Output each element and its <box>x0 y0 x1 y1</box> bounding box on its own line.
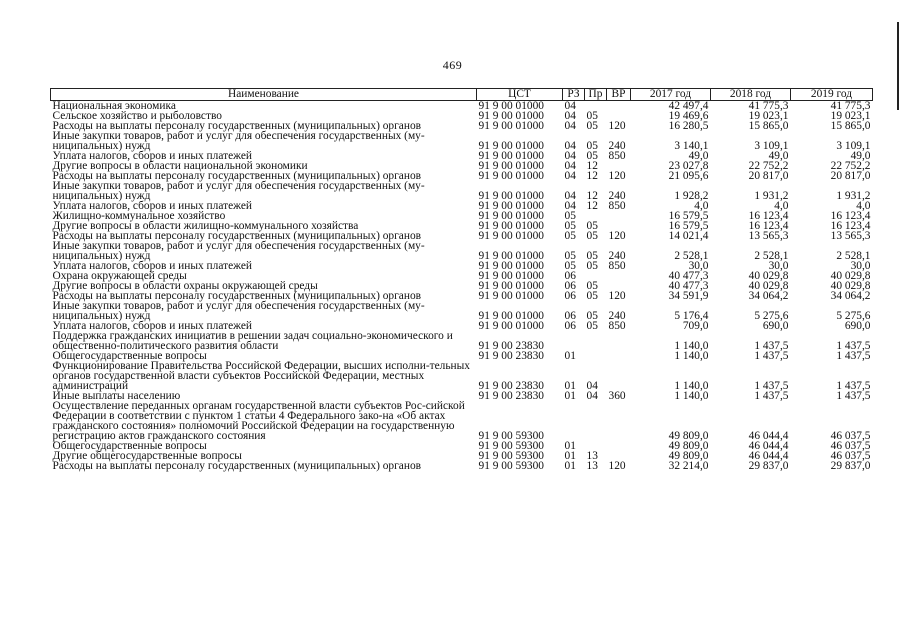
cell-name: Осуществление переданных органам государственной власти субъектов Рос-сийской Федерации в соответствии с пунктом 1 статьи 4 Федерального зако-на «Об актах гражданского состояния» полномочий Российской Федерации на государственную регистрацию актов гражданского состояния <box>52 400 465 442</box>
cell-cst: 91 9 00 01000 <box>478 260 544 272</box>
cell-2018: 40 029,8 <box>748 270 789 282</box>
cell-2018: 4,0 <box>774 200 789 212</box>
cell-pr: 05 <box>586 310 598 322</box>
cell-2019: 4,0 <box>856 200 871 212</box>
cell-pr: 13 <box>586 450 598 462</box>
cell-rz: 05 <box>564 250 576 262</box>
cell-pr: 05 <box>586 280 598 292</box>
cell-rz: 04 <box>564 100 576 112</box>
cell-2018: 40 029,8 <box>748 280 789 292</box>
cell-vr: 240 <box>608 250 626 262</box>
cell-name: Расходы на выплаты персоналу государственных (муниципальных) органов <box>52 460 422 472</box>
cell-rz: 04 <box>564 150 576 162</box>
cell-2018: 46 044,4 <box>748 440 789 452</box>
cell-cst: 91 9 00 01000 <box>478 120 544 132</box>
header-2017: 2017 год <box>631 89 711 101</box>
cell-cst: 91 9 00 01000 <box>478 160 544 172</box>
cell-pr: 05 <box>586 140 598 152</box>
cell-2018: 5 275,6 <box>754 310 789 322</box>
cell-name: Иные закупки товаров, работ и услуг для обеспечения государственных (му-ниципальных) нужд <box>52 180 425 202</box>
cell-vr <box>607 351 631 361</box>
cell-2017: 42 497,4 <box>668 100 709 112</box>
cell-rz: 06 <box>564 310 576 322</box>
cell-cst: 91 9 00 23830 <box>478 340 544 352</box>
cell-name: Поддержка гражданских инициатив в решении задач социально-экономического и общественно-политического развития области <box>52 330 453 352</box>
cell-vr: 120 <box>608 170 626 182</box>
cell-cst: 91 9 00 01000 <box>478 270 544 282</box>
cell-2017: 23 027,8 <box>668 160 709 172</box>
cell-name: Общегосударственные вопросы <box>52 440 207 452</box>
table-row <box>51 131 873 151</box>
table-row <box>51 461 873 471</box>
page-edge-mark <box>897 22 899 110</box>
cell-vr: 850 <box>608 260 626 272</box>
table-row <box>51 301 873 321</box>
cell-name: Расходы на выплаты персоналу государственных (муниципальных) органов <box>52 290 422 302</box>
cell-rz <box>563 401 585 441</box>
cell-cst: 91 9 00 01000 <box>478 190 544 202</box>
cell-vr <box>607 401 631 441</box>
header-2019: 2019 год <box>791 89 873 101</box>
cell-pr: 12 <box>586 170 598 182</box>
cell-2018: 16 123,4 <box>748 210 789 222</box>
cell-2018: 29 837,0 <box>748 460 789 472</box>
cell-vr: 120 <box>608 230 626 242</box>
cell-pr: 12 <box>586 200 598 212</box>
cell-2018: 16 123,4 <box>748 220 789 232</box>
cell-name: Иные закупки товаров, работ и услуг для обеспечения государственных (му-ниципальных) нужд <box>52 130 425 152</box>
cell-vr: 240 <box>608 190 626 202</box>
cell-cst: 91 9 00 01000 <box>478 310 544 322</box>
cell-2019: 15 865,0 <box>830 120 871 132</box>
cell-2017: 1 140,0 <box>674 380 709 392</box>
cell-pr: 05 <box>586 320 598 332</box>
cell-vr <box>607 361 631 391</box>
cell-2017: 4,0 <box>694 200 709 212</box>
cell-2019: 1 931,2 <box>836 190 871 202</box>
cell-2018: 46 044,4 <box>748 450 789 462</box>
cell-vr <box>607 271 631 281</box>
cell-name: Уплата налогов, сборов и иных платежей <box>52 200 252 212</box>
cell-2019: 40 029,8 <box>830 280 871 292</box>
header-rz: РЗ <box>563 89 585 101</box>
cell-2019: 46 037,5 <box>830 430 871 442</box>
cell-rz: 06 <box>564 280 576 292</box>
cell-2017: 49 809,0 <box>668 450 709 462</box>
header-cst: ЦСТ <box>477 89 563 101</box>
cell-2017: 16 579,5 <box>668 210 709 222</box>
cell-pr: 05 <box>586 110 598 122</box>
cell-rz: 05 <box>564 230 576 242</box>
header-vr: ВР <box>607 89 631 101</box>
cell-2017: 21 095,6 <box>668 170 709 182</box>
cell-2019: 19 023,1 <box>830 110 871 122</box>
cell-cst: 91 9 00 01000 <box>478 200 544 212</box>
cell-cst: 91 9 00 01000 <box>478 290 544 302</box>
cell-cst: 91 9 00 23830 <box>478 390 544 402</box>
cell-2017: 32 214,0 <box>668 460 709 472</box>
table-row <box>51 241 873 261</box>
cell-2017: 14 021,4 <box>668 230 709 242</box>
cell-2017: 5 176,4 <box>674 310 709 322</box>
cell-name: Сельское хозяйство и рыболовство <box>52 110 222 122</box>
cell-name: Расходы на выплаты персоналу государственных (муниципальных) органов <box>52 120 422 132</box>
cell-2019: 1 437,5 <box>836 340 871 352</box>
cell-pr: 05 <box>586 150 598 162</box>
cell-cst: 91 9 00 59300 <box>478 430 544 442</box>
cell-2017: 49,0 <box>688 150 709 162</box>
cell-2018: 1 437,5 <box>754 340 789 352</box>
cell-name: Национальная экономика <box>52 100 176 112</box>
cell-rz: 01 <box>564 380 576 392</box>
cell-2019: 46 037,5 <box>830 450 871 462</box>
cell-cst: 91 9 00 23830 <box>478 380 544 392</box>
cell-2018: 1 437,5 <box>754 350 789 362</box>
cell-cst: 91 9 00 01000 <box>478 110 544 122</box>
cell-name: Другие вопросы в области охраны окружающей среды <box>52 280 318 292</box>
cell-2017: 34 591,9 <box>668 290 709 302</box>
cell-2018: 19 023,1 <box>748 110 789 122</box>
cell-2017: 3 140,1 <box>674 140 709 152</box>
cell-name: Иные закупки товаров, работ и услуг для обеспечения государственных (му-ниципальных) нужд <box>52 300 425 322</box>
cell-2019: 49,0 <box>850 150 871 162</box>
cell-pr: 04 <box>586 380 598 392</box>
page-number: 469 <box>442 58 463 72</box>
cell-2017: 1 140,0 <box>674 350 709 362</box>
cell-name: Расходы на выплаты персоналу государственных (муниципальных) органов <box>52 230 422 242</box>
cell-2017: 1 140,0 <box>674 340 709 352</box>
table-header <box>51 89 873 101</box>
cell-2017: 40 477,3 <box>668 270 709 282</box>
cell-rz: 01 <box>564 440 576 452</box>
cell-2018: 1 437,5 <box>754 390 789 402</box>
cell-pr <box>585 331 607 351</box>
cell-pr <box>585 401 607 441</box>
cell-pr <box>585 351 607 361</box>
cell-2018: 49,0 <box>768 150 789 162</box>
cell-vr: 240 <box>608 310 626 322</box>
table-body <box>51 101 873 472</box>
cell-rz: 04 <box>564 160 576 172</box>
cell-vr: 850 <box>608 150 626 162</box>
cell-pr: 12 <box>586 160 598 172</box>
cell-name: Иные выплаты населению <box>52 390 181 402</box>
cell-2017: 19 469,6 <box>668 110 709 122</box>
cell-2018: 1 437,5 <box>754 380 789 392</box>
cell-vr: 240 <box>608 140 626 152</box>
cell-cst: 91 9 00 01000 <box>478 280 544 292</box>
cell-cst: 91 9 00 59300 <box>478 440 544 452</box>
cell-pr: 04 <box>586 390 598 402</box>
cell-2018: 22 752,2 <box>748 160 789 172</box>
cell-cst: 91 9 00 01000 <box>478 250 544 262</box>
cell-2019: 16 123,4 <box>830 220 871 232</box>
cell-rz: 04 <box>564 120 576 132</box>
cell-name: Жилищно-коммунальное хозяйство <box>52 210 226 222</box>
cell-name: Другие общегосударственные вопросы <box>52 450 242 462</box>
cell-pr: 05 <box>586 220 598 232</box>
cell-cst: 91 9 00 01000 <box>478 150 544 162</box>
header-name: Наименование <box>51 89 477 101</box>
cell-2017: 49 809,0 <box>668 430 709 442</box>
cell-2018: 2 528,1 <box>754 250 789 262</box>
cell-pr: 05 <box>586 290 598 302</box>
cell-name: Общегосударственные вопросы <box>52 350 207 362</box>
cell-2017: 30,0 <box>688 260 709 272</box>
cell-name: Другие вопросы в области национальной экономики <box>52 160 308 172</box>
cell-rz: 04 <box>564 110 576 122</box>
cell-pr: 13 <box>586 460 598 472</box>
cell-cst: 91 9 00 01000 <box>478 210 544 222</box>
cell-pr: 05 <box>586 260 598 272</box>
cell-name: Уплата налогов, сборов и иных платежей <box>52 150 252 162</box>
cell-2017: 40 477,3 <box>668 280 709 292</box>
cell-rz: 04 <box>564 170 576 182</box>
cell-2019: 690,0 <box>844 320 871 332</box>
header-pr: Пр <box>585 89 607 101</box>
cell-2019: 34 064,2 <box>830 290 871 302</box>
cell-2017: 16 280,5 <box>668 120 709 132</box>
cell-2019: 13 565,3 <box>830 230 871 242</box>
cell-cst: 91 9 00 59300 <box>478 450 544 462</box>
cell-cst: 91 9 00 01000 <box>478 230 544 242</box>
cell-vr <box>607 441 631 451</box>
cell-rz: 04 <box>564 190 576 202</box>
cell-cst: 91 9 00 23830 <box>478 350 544 362</box>
cell-2018: 15 865,0 <box>748 120 789 132</box>
cell-cst: 91 9 00 01000 <box>478 170 544 182</box>
cell-2019: 46 037,5 <box>830 440 871 452</box>
cell-cst: 91 9 00 01000 <box>478 220 544 232</box>
cell-vr <box>607 211 631 221</box>
cell-2019: 20 817,0 <box>830 170 871 182</box>
cell-pr: 05 <box>586 120 598 132</box>
cell-name: Охрана окружающей среды <box>52 270 187 282</box>
cell-cst: 91 9 00 01000 <box>478 100 544 112</box>
cell-pr: 12 <box>586 190 598 202</box>
cell-cst: 91 9 00 59300 <box>478 460 544 472</box>
cell-2018: 34 064,2 <box>748 290 789 302</box>
cell-2019: 3 109,1 <box>836 140 871 152</box>
cell-rz: 06 <box>564 320 576 332</box>
cell-2019: 2 528,1 <box>836 250 871 262</box>
cell-2019: 40 029,8 <box>830 270 871 282</box>
cell-2019: 16 123,4 <box>830 210 871 222</box>
cell-rz: 01 <box>564 350 576 362</box>
cell-2019: 30,0 <box>850 260 871 272</box>
cell-2019: 5 275,6 <box>836 310 871 322</box>
header-2018: 2018 год <box>711 89 791 101</box>
cell-rz: 04 <box>564 200 576 212</box>
cell-2018: 30,0 <box>768 260 789 272</box>
table-row <box>51 401 873 441</box>
cell-2018: 20 817,0 <box>748 170 789 182</box>
cell-rz <box>563 331 585 351</box>
cell-2019: 1 437,5 <box>836 350 871 362</box>
cell-vr: 120 <box>608 460 626 472</box>
cell-rz: 06 <box>564 290 576 302</box>
cell-2019: 1 437,5 <box>836 380 871 392</box>
cell-2017: 49 809,0 <box>668 440 709 452</box>
cell-vr: 120 <box>608 290 626 302</box>
cell-name: Расходы на выплаты персоналу государственных (муниципальных) органов <box>52 170 422 182</box>
cell-vr: 360 <box>608 390 626 402</box>
cell-vr: 850 <box>608 320 626 332</box>
cell-pr: 05 <box>586 230 598 242</box>
cell-2017: 709,0 <box>682 320 709 332</box>
cell-2018: 41 775,3 <box>748 100 789 112</box>
cell-2017: 16 579,5 <box>668 220 709 232</box>
cell-cst: 91 9 00 01000 <box>478 140 544 152</box>
cell-2018: 690,0 <box>762 320 789 332</box>
cell-2019: 41 775,3 <box>830 100 871 112</box>
cell-cst: 91 9 00 01000 <box>478 320 544 332</box>
cell-pr: 05 <box>586 250 598 262</box>
cell-rz: 01 <box>564 450 576 462</box>
cell-name: Другие вопросы в области жилищно-коммунального хозяйства <box>52 220 359 232</box>
cell-name: Уплата налогов, сборов и иных платежей <box>52 320 252 332</box>
cell-2018: 1 931,2 <box>754 190 789 202</box>
cell-name: Уплата налогов, сборов и иных платежей <box>52 260 252 272</box>
cell-vr <box>607 331 631 351</box>
cell-2018: 13 565,3 <box>748 230 789 242</box>
cell-rz: 01 <box>564 390 576 402</box>
table-row <box>51 331 873 351</box>
cell-rz: 05 <box>564 220 576 232</box>
cell-rz: 01 <box>564 460 576 472</box>
cell-vr <box>607 101 631 112</box>
cell-rz: 05 <box>564 260 576 272</box>
cell-name: Иные закупки товаров, работ и услуг для обеспечения государственных (му-ниципальных) нужд <box>52 240 425 262</box>
cell-rz: 04 <box>564 140 576 152</box>
cell-rz: 05 <box>564 210 576 222</box>
cell-2017: 2 528,1 <box>674 250 709 262</box>
budget-table <box>50 88 873 471</box>
cell-2017: 1 928,2 <box>674 190 709 202</box>
cell-vr: 120 <box>608 120 626 132</box>
table-row <box>51 181 873 201</box>
cell-2019: 22 752,2 <box>830 160 871 172</box>
cell-2019: 1 437,5 <box>836 390 871 402</box>
cell-2018: 3 109,1 <box>754 140 789 152</box>
cell-vr: 850 <box>608 200 626 212</box>
cell-2018: 46 044,4 <box>748 430 789 442</box>
table-row <box>51 361 873 391</box>
cell-2017: 1 140,0 <box>674 390 709 402</box>
cell-2019: 29 837,0 <box>830 460 871 472</box>
cell-name: Функционирование Правительства Российской Федерации, высших исполни-тельных органов государственной власти субъектов Российской Федерации, местных администраций <box>52 360 470 392</box>
cell-rz: 06 <box>564 270 576 282</box>
